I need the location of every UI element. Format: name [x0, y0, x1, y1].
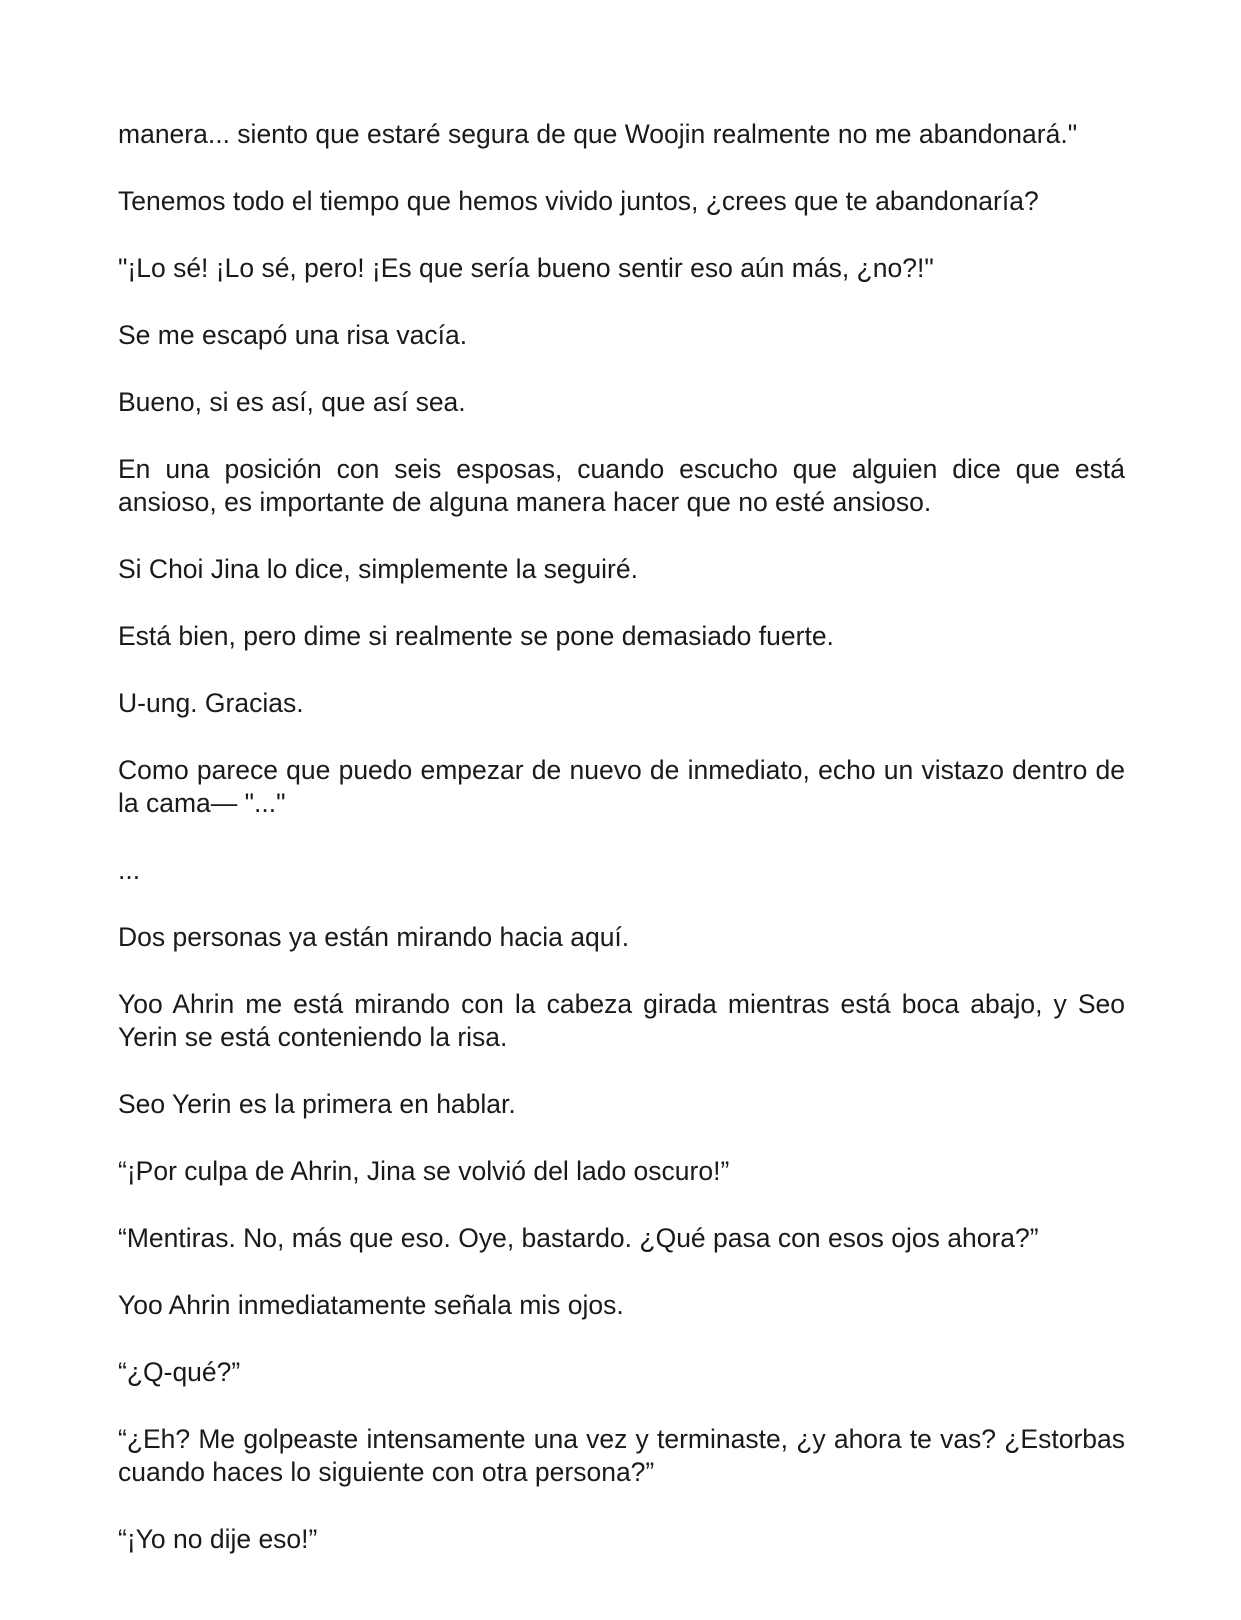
paragraph-10: Como parece que puedo empezar de nuevo de inmediato, echo un vistazo dentro de la cama— "..." [118, 755, 1125, 818]
document-page [118, 118, 1125, 1556]
paragraph-12: Dos personas ya están mirando hacia aquí. [118, 922, 630, 952]
paragraph-4: Se me escapó una risa vacía. [118, 320, 468, 350]
paragraph-5: Bueno, si es así, que así sea. [118, 387, 466, 417]
paragraph-2: Tenemos todo el tiempo que hemos vivido juntos, ¿crees que te abandonaría? [118, 186, 1039, 216]
paragraph-13: Yoo Ahrin me está mirando con la cabeza girada mientras está boca abajo, y Seo Yerin se está conteniendo la risa. [118, 989, 1125, 1052]
paragraph-3: "¡Lo sé! ¡Lo sé, pero! ¡Es que sería bueno sentir eso aún más, ¿no?!" [118, 253, 934, 283]
paragraph-14: Seo Yerin es la primera en hablar. [118, 1089, 516, 1119]
paragraph-18: “¿Q-qué?” [118, 1357, 241, 1387]
paragraph-11: ... [118, 855, 141, 885]
paragraph-6: En una posición con seis esposas, cuando escucho que alguien dice que está ansioso, es importante de alguna manera hacer que no esté ansioso. [118, 454, 1125, 517]
paragraph-17: Yoo Ahrin inmediatamente señala mis ojos. [118, 1290, 624, 1320]
paragraph-8: Está bien, pero dime si realmente se pone demasiado fuerte. [118, 621, 834, 651]
paragraph-9: U-ung. Gracias. [118, 688, 304, 718]
paragraph-15: “¡Por culpa de Ahrin, Jina se volvió del lado oscuro!” [118, 1156, 730, 1186]
paragraph-16: “Mentiras. No, más que eso. Oye, bastardo. ¿Qué pasa con esos ojos ahora?” [118, 1223, 1039, 1253]
paragraph-7: Si Choi Jina lo dice, simplemente la seguiré. [118, 554, 638, 584]
paragraph-19: “¿Eh? Me golpeaste intensamente una vez y terminaste, ¿y ahora te vas? ¿Estorbas cuando haces lo siguiente con otra persona?” [118, 1424, 1125, 1487]
paragraph-20: “¡Yo no dije eso!” [118, 1524, 318, 1554]
paragraph-1: manera... siento que estaré segura de que Woojin realmente no me abandonará." [118, 119, 1078, 149]
